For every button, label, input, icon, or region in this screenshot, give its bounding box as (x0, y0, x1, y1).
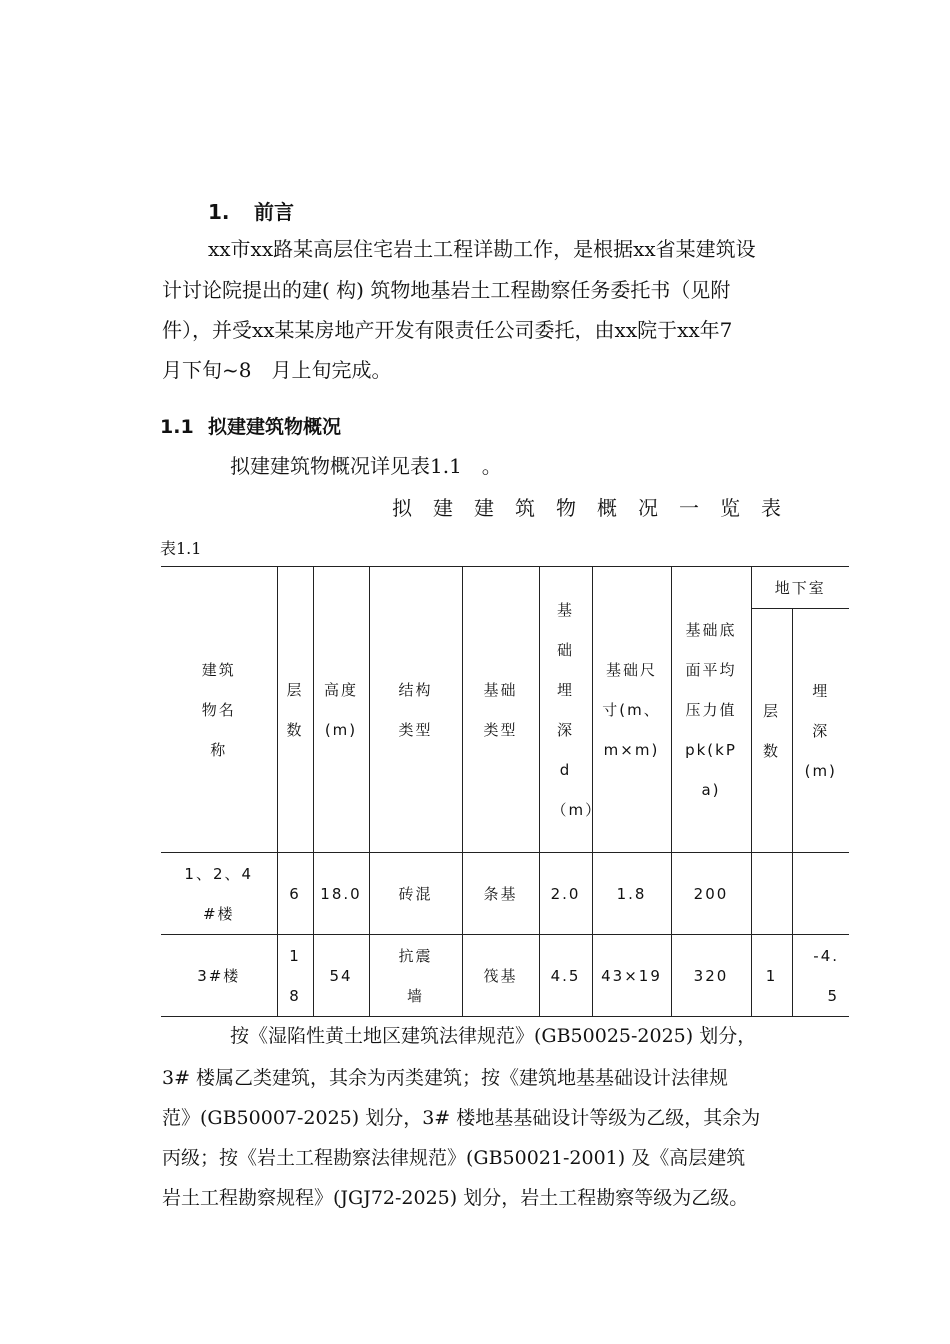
header-floors: 层数 (277, 567, 313, 853)
table-number: 表1.1 (160, 539, 202, 558)
classification-line: 丙级；按《岩土工程勘察法律规范》(GB50021-2001) 及《高层建筑 (162, 1147, 746, 1169)
table-caption: 拟建建筑物概况一览表 (392, 496, 802, 520)
header-base-pressure: 基础底面平均压力值pk(kPa) (671, 567, 751, 853)
cell-base-pressure: 200 (671, 853, 751, 935)
table-row (161, 935, 849, 1017)
header-basement: 地下室 (751, 567, 849, 609)
cell-basement-depth: -4.5 (792, 935, 849, 1017)
table-intro: 拟建建筑物概况详见表1.1 。 (230, 454, 502, 478)
cell-basement-depth (792, 853, 849, 935)
classification-line: 按《湿陷性黄土地区建筑法律规范》(GB50025-2025) 划分， (230, 1025, 757, 1047)
cell-structure-type: 抗震墙 (369, 935, 462, 1017)
cell-floors: 18 (277, 935, 313, 1017)
header-foundation-depth: 基础埋深d（m） (539, 567, 592, 853)
classification-line: 范》(GB50007-2025) 划分，3# 楼地基基础设计等级为乙级，其余为 (162, 1107, 761, 1129)
cell-building-name: 1、2、4#楼 (161, 853, 277, 935)
cell-base-pressure: 320 (671, 935, 751, 1017)
table-header-row (161, 567, 849, 609)
building-overview-table (161, 566, 849, 1017)
cell-floors: 6 (277, 853, 313, 935)
classification-line: 岩土工程勘察规程》(JGJ72-2025) 划分，岩土工程勘察等级为乙级。 (162, 1187, 749, 1209)
subsection-number: 1.1 (160, 416, 194, 438)
section-number: 1. (208, 200, 230, 224)
paragraph-line: xx市xx路某高层住宅岩土工程详勘工作，是根据xx省某建筑设 (208, 237, 756, 261)
section-title: 前言 (254, 200, 294, 224)
header-foundation-type: 基础类型 (462, 567, 539, 853)
cell-foundation-size: 1.8 (592, 853, 671, 935)
cell-height: 18.0 (313, 853, 369, 935)
header-basement-depth: 埋深(m) (792, 609, 849, 853)
header-structure-type: 结构类型 (369, 567, 462, 853)
cell-foundation-type: 条基 (462, 853, 539, 935)
header-basement-floors: 层数 (751, 609, 792, 853)
cell-foundation-size: 43×19 (592, 935, 671, 1017)
cell-foundation-type: 筏基 (462, 935, 539, 1017)
table-row (161, 853, 849, 935)
classification-line: 3# 楼属乙类建筑，其余为丙类建筑；按《建筑地基基础设计法律规 (162, 1067, 729, 1089)
subsection-title: 拟建建筑物概况 (208, 416, 342, 438)
cell-structure-type: 砖混 (369, 853, 462, 935)
paragraph-line: 计讨论院提出的建( 构) 筑物地基岩土工程勘察任务委托书（见附 (162, 278, 731, 302)
header-foundation-size: 基础尺寸(m、m×m) (592, 567, 671, 853)
cell-basement-floors: 1 (751, 935, 792, 1017)
header-height: 高度(m) (313, 567, 369, 853)
cell-building-name: 3#楼 (161, 935, 277, 1017)
cell-basement-floors (751, 853, 792, 935)
cell-foundation-depth: 4.5 (539, 935, 592, 1017)
cell-foundation-depth: 2.0 (539, 853, 592, 935)
header-building-name: 建筑物名称 (161, 567, 277, 853)
section-heading-preface (208, 196, 294, 225)
subsection-heading (160, 412, 341, 439)
cell-height: 54 (313, 935, 369, 1017)
paragraph-line: 月下旬~8 月上旬完成。 (162, 358, 392, 382)
paragraph-line: 件），并受xx某某房地产开发有限责任公司委托，由xx院于xx年7 (162, 318, 733, 342)
